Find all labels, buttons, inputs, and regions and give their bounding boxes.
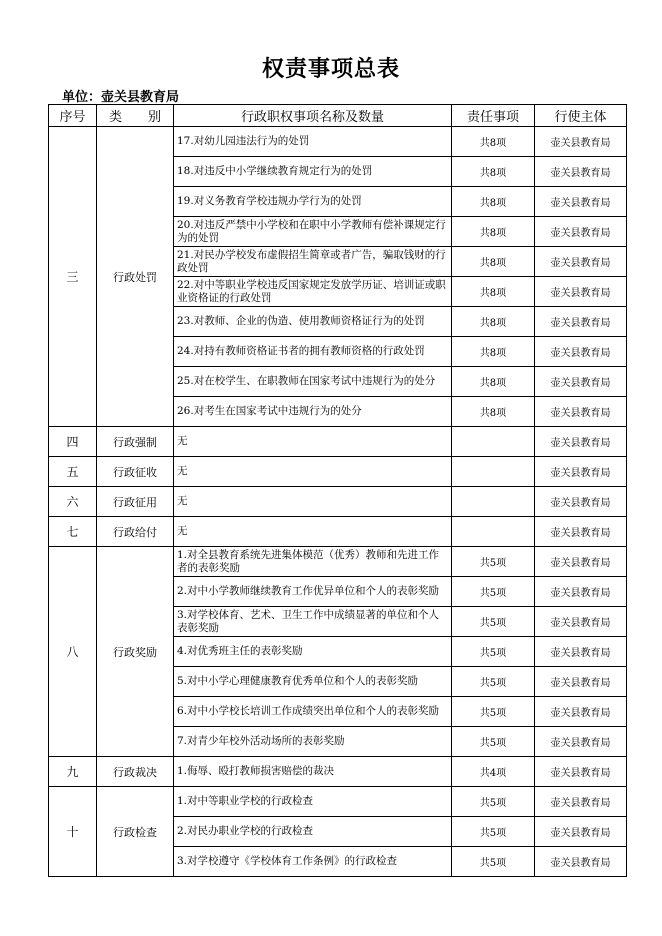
- row-item-name: 22.对中等职业学校违反国家规定发放学历证、培训证或职业资格证的行政处罚: [174, 277, 452, 307]
- row-duty-count: 共8项: [452, 187, 535, 217]
- row-duty-count: 共8项: [452, 157, 535, 187]
- row-item-name: 23.对教师、企业的伪造、使用教师资格证行为的处罚: [174, 307, 452, 337]
- row-item-name: 3.对学校体育、艺术、卫生工作中成绩显著的单位和个人表彰奖励: [174, 607, 452, 637]
- row-duty-count: 共8项: [452, 367, 535, 397]
- row-subject: 壶关县教育局: [535, 127, 627, 157]
- row-seq: 九: [49, 757, 97, 787]
- page-title: 权责事项总表: [261, 56, 400, 82]
- table-row: [49, 757, 627, 787]
- row-duty-count: 共8项: [452, 217, 535, 247]
- row-seq: 八: [49, 547, 97, 757]
- row-subject: 壶关县教育局: [535, 847, 627, 877]
- header-seq: 序号: [49, 105, 97, 127]
- row-seq: 三: [49, 127, 97, 427]
- row-subject: 壶关县教育局: [535, 517, 627, 547]
- row-subject: 壶关县教育局: [535, 217, 627, 247]
- row-item-name: 19.对义务教育学校违规办学行为的处罚: [174, 187, 452, 217]
- row-duty-count: 共8项: [452, 247, 535, 277]
- row-subject: 壶关县教育局: [535, 607, 627, 637]
- row-item-name: 无: [174, 457, 452, 487]
- row-item-name: 6.对中小学校长培训工作成绩突出单位和个人的表彰奖励: [174, 697, 452, 727]
- row-duty-count: 共5项: [452, 817, 535, 847]
- row-duty-count: [452, 457, 535, 487]
- row-seq: 四: [49, 427, 97, 457]
- row-subject: 壶关县教育局: [535, 547, 627, 577]
- row-category: 行政征用: [97, 487, 174, 517]
- row-subject: 壶关县教育局: [535, 337, 627, 367]
- row-seq: 七: [49, 517, 97, 547]
- row-item-name: 1.对中等职业学校的行政检查: [174, 787, 452, 817]
- row-category: 行政处罚: [97, 127, 174, 427]
- row-subject: 壶关县教育局: [535, 787, 627, 817]
- row-item-name: 5.对中小学心理健康教育优秀单位和个人的表彰奖励: [174, 667, 452, 697]
- row-duty-count: 共5项: [452, 787, 535, 817]
- row-duty-count: [452, 517, 535, 547]
- row-subject: 壶关县教育局: [535, 577, 627, 607]
- row-duty-count: 共8项: [452, 127, 535, 157]
- table-row: [49, 427, 627, 457]
- row-seq: 六: [49, 487, 97, 517]
- row-duty-count: [452, 487, 535, 517]
- row-subject: 壶关县教育局: [535, 457, 627, 487]
- row-seq: 十: [49, 787, 97, 877]
- row-subject: 壶关县教育局: [535, 637, 627, 667]
- row-subject: 壶关县教育局: [535, 367, 627, 397]
- row-subject: 壶关县教育局: [535, 817, 627, 847]
- row-duty-count: 共5项: [452, 667, 535, 697]
- row-duty-count: 共8项: [452, 397, 535, 427]
- row-category: 行政裁决: [97, 757, 174, 787]
- row-subject: 壶关县教育局: [535, 487, 627, 517]
- table-row: [49, 457, 627, 487]
- row-item-name: 2.对民办职业学校的行政检查: [174, 817, 452, 847]
- row-item-name: 21.对民办学校发布虚假招生简章或者广告，骗取钱财的行政处罚: [174, 247, 452, 277]
- table-row: [49, 487, 627, 517]
- row-category: 行政给付: [97, 517, 174, 547]
- unit-label: 单位：壶关县教育局: [62, 90, 180, 105]
- row-item-name: 7.对青少年校外活动场所的表彰奖励: [174, 727, 452, 757]
- row-subject: 壶关县教育局: [535, 727, 627, 757]
- row-duty-count: 共5项: [452, 607, 535, 637]
- row-duty-count: [452, 427, 535, 457]
- row-duty-count: 共5项: [452, 577, 535, 607]
- row-subject: 壶关县教育局: [535, 187, 627, 217]
- row-duty-count: 共5项: [452, 637, 535, 667]
- header-category: 类 别: [97, 105, 174, 127]
- authority-table: [48, 104, 627, 877]
- row-category: 行政强制: [97, 427, 174, 457]
- row-subject: 壶关县教育局: [535, 307, 627, 337]
- row-item-name: 24.对持有教师资格证书者的拥有教师资格的行政处罚: [174, 337, 452, 367]
- row-duty-count: 共5项: [452, 727, 535, 757]
- row-duty-count: 共5项: [452, 547, 535, 577]
- row-subject: 壶关县教育局: [535, 757, 627, 787]
- table-row: [49, 547, 627, 577]
- header-name: 行政职权事项名称及数量: [174, 105, 452, 127]
- row-item-name: 20.对违反严禁中小学校和在职中小学教师有偿补课规定行为的处罚: [174, 217, 452, 247]
- row-duty-count: 共4项: [452, 757, 535, 787]
- row-item-name: 17.对幼儿园违法行为的处罚: [174, 127, 452, 157]
- row-duty-count: 共8项: [452, 337, 535, 367]
- row-duty-count: 共8项: [452, 277, 535, 307]
- row-item-name: 无: [174, 427, 452, 457]
- row-seq: 五: [49, 457, 97, 487]
- row-item-name: 4.对优秀班主任的表彰奖励: [174, 637, 452, 667]
- row-item-name: 1.对全县教育系统先进集体模范（优秀）教师和先进工作者的表彰奖励: [174, 547, 452, 577]
- row-item-name: 1.侮辱、殴打教师损害赔偿的裁决: [174, 757, 452, 787]
- row-subject: 壶关县教育局: [535, 277, 627, 307]
- row-subject: 壶关县教育局: [535, 247, 627, 277]
- header-duty: 责任事项: [452, 105, 535, 127]
- row-subject: 壶关县教育局: [535, 697, 627, 727]
- row-item-name: 2.对中小学教师继续教育工作优异单位和个人的表彰奖励: [174, 577, 452, 607]
- row-category: 行政检查: [97, 787, 174, 877]
- table-body: [49, 127, 627, 877]
- row-item-name: 无: [174, 487, 452, 517]
- header-subject: 行使主体: [535, 105, 627, 127]
- row-subject: 壶关县教育局: [535, 667, 627, 697]
- row-duty-count: 共8项: [452, 307, 535, 337]
- row-duty-count: 共5项: [452, 697, 535, 727]
- row-category: 行政奖励: [97, 547, 174, 757]
- row-item-name: 18.对违反中小学继续教育规定行为的处罚: [174, 157, 452, 187]
- row-category: 行政征收: [97, 457, 174, 487]
- row-item-name: 无: [174, 517, 452, 547]
- row-item-name: 3.对学校遵守《学校体育工作条例》的行政检查: [174, 847, 452, 877]
- row-subject: 壶关县教育局: [535, 397, 627, 427]
- row-subject: 壶关县教育局: [535, 427, 627, 457]
- table-row: [49, 517, 627, 547]
- row-duty-count: 共5项: [452, 847, 535, 877]
- row-subject: 壶关县教育局: [535, 157, 627, 187]
- table-row: [49, 127, 627, 157]
- row-item-name: 25.对在校学生、在职教师在国家考试中违规行为的处分: [174, 367, 452, 397]
- table-row: [49, 787, 627, 817]
- row-item-name: 26.对考生在国家考试中违规行为的处分: [174, 397, 452, 427]
